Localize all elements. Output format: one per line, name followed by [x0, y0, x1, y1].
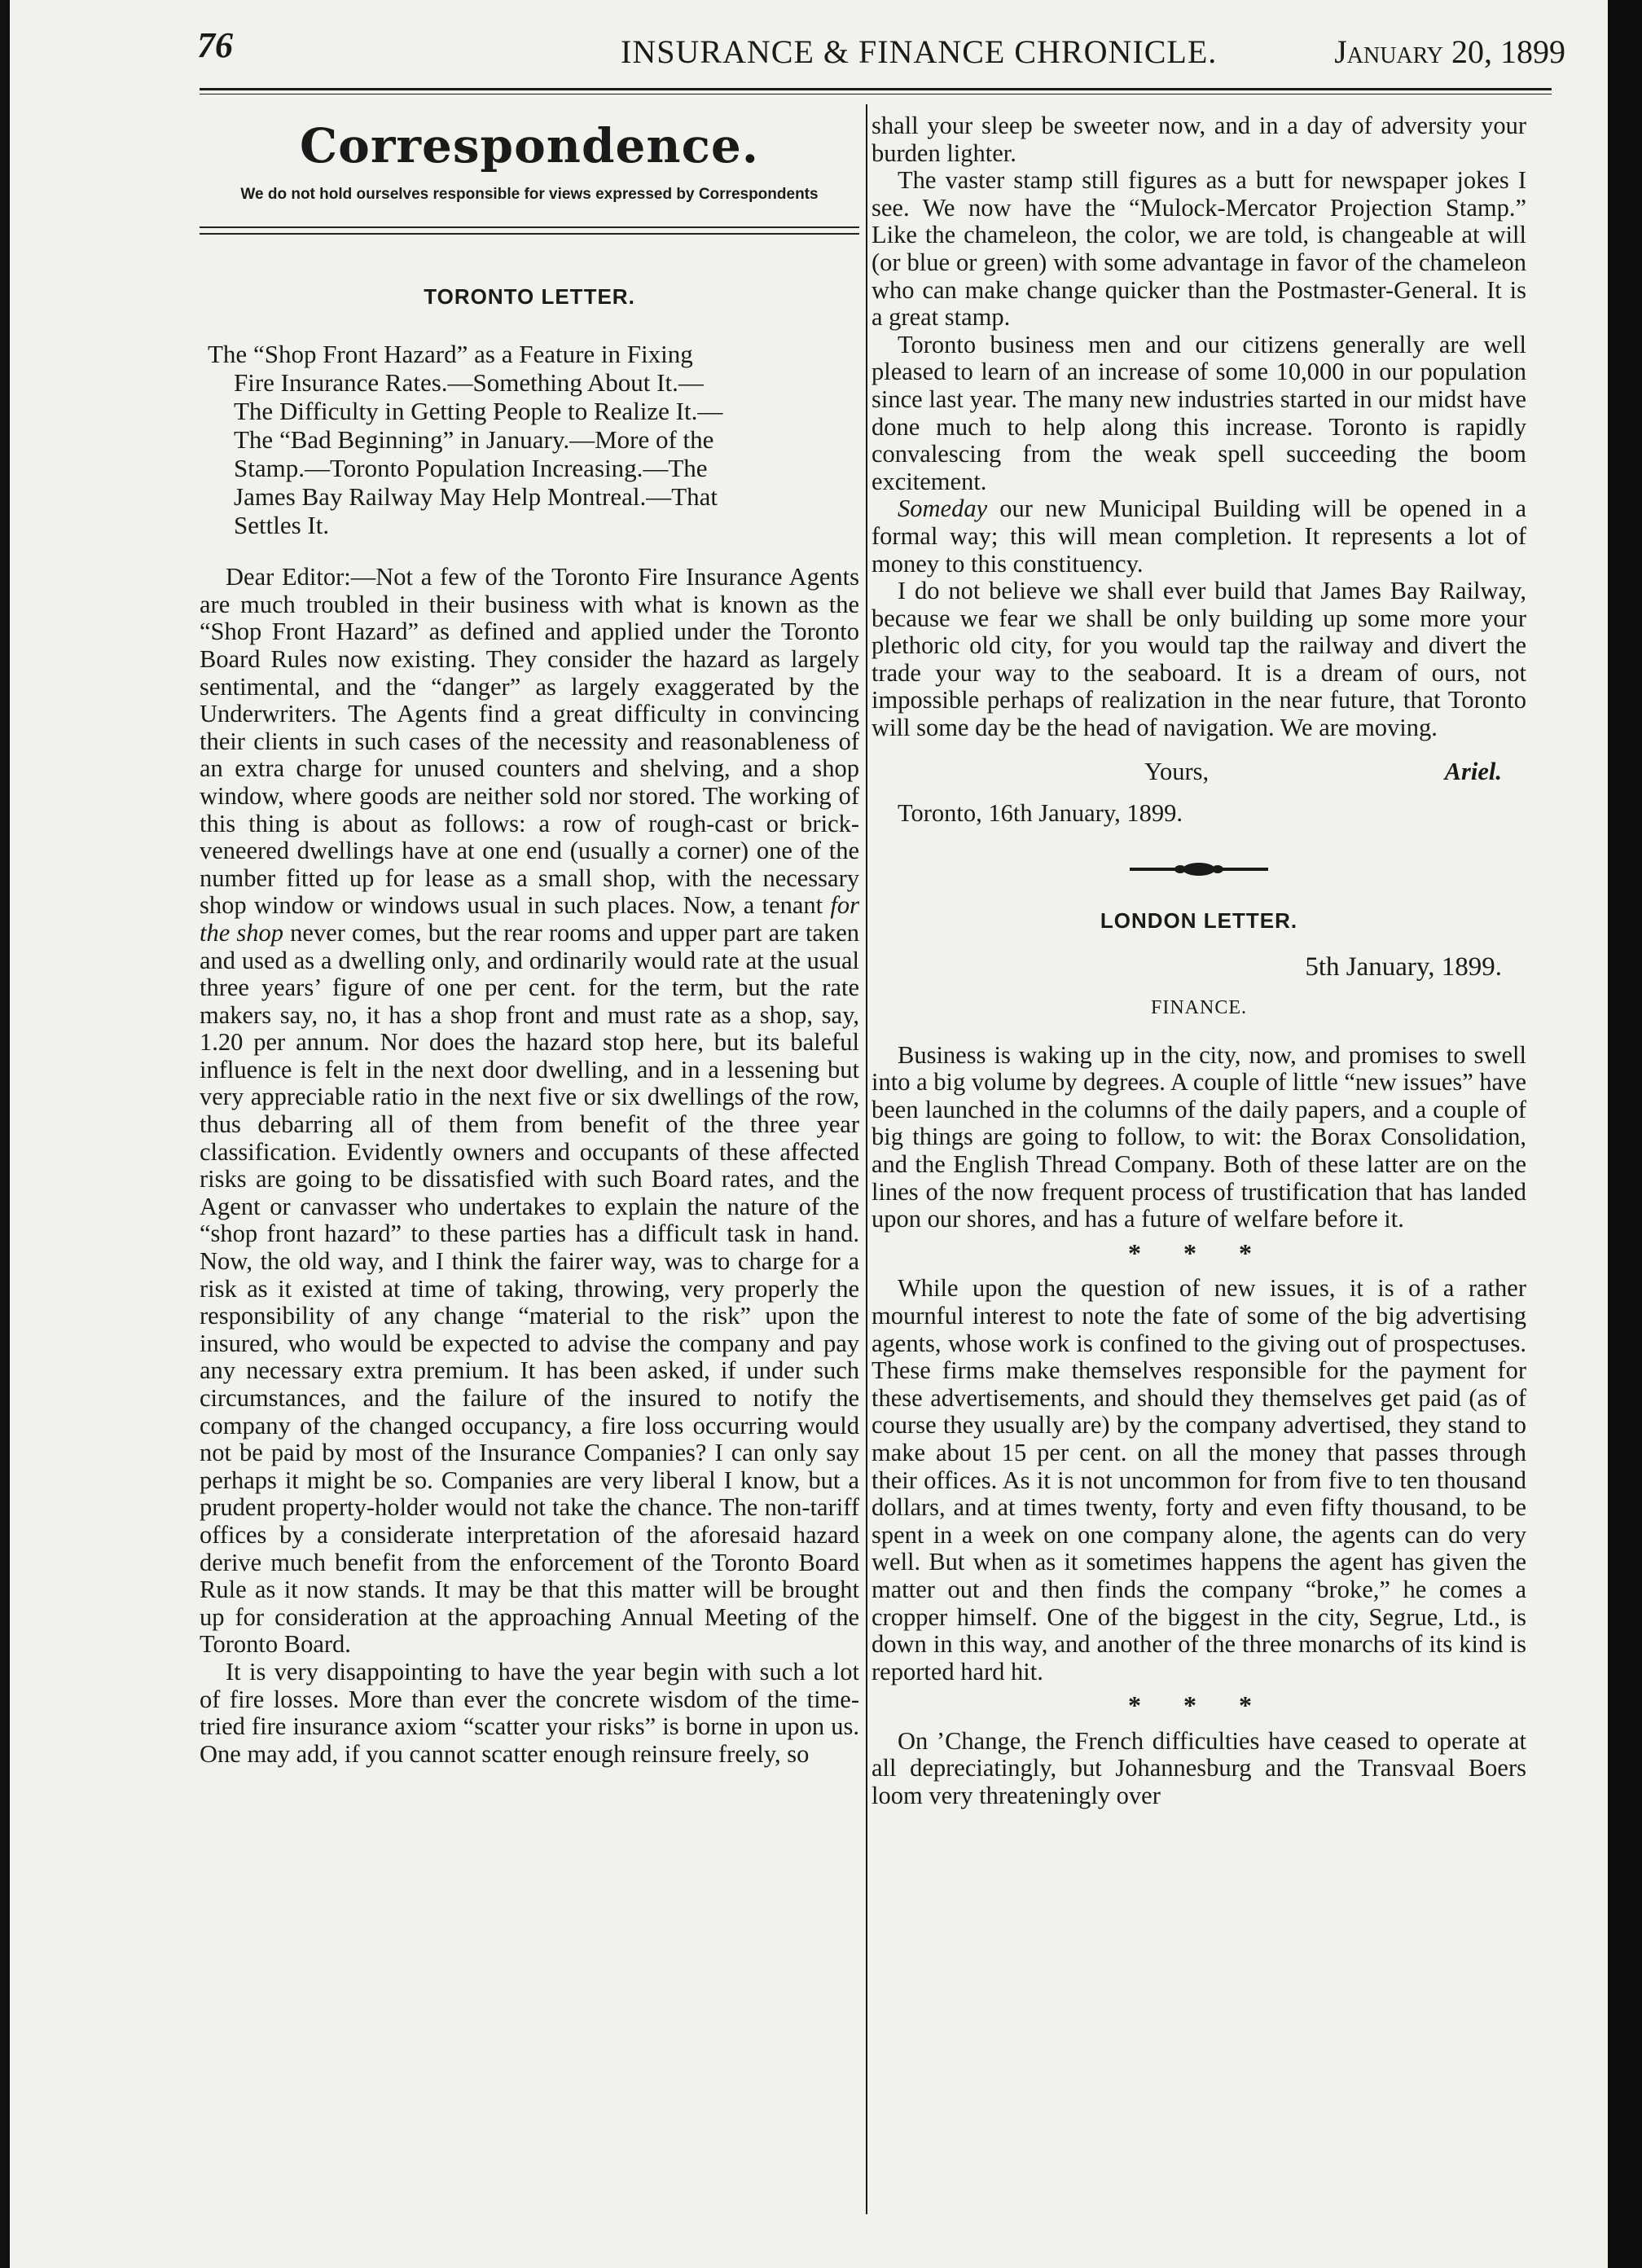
london-letter-date: 5th January, 1899.	[1305, 952, 1502, 982]
text-run: never comes, but the rear rooms and upper part are taken and used as a dwelling only, and ordinarily would rate at the usual three years’ figure of one per cent. for the term, but the rate makers say, no, it has a shop front and must rate as a shop, say, 1.20 per annum. Nor does the hazard stop here, but its baleful influence is felt in the next door dwelling, and in a lessening but very appreciable ratio in the next five or six dwellings of the row, thus debarring all of them from benefit of the three year classification. Evidently owners and occupants of these affected risks are going to be dissatisfied with such Board rates, and the Agent or canvasser who undertakes to explain the nature of the “shop front hazard” to these parties has a difficult task in hand. Now, the old way, and I think the fairer way, was to charge for a risk as it existed at time of taking, throwing, very properly the responsibility of any change “material to the risk” upon the insured, who would be expected to advise the company and pay any necessary extra premium. It has been asked, if under such circumstances, and the failure of the insured to notify the company of the changed occupancy, a fire loss occurring would not be paid by most of the Insurance Companies? I can only say perhaps it might be so. Companies are very liberal I know, but a prudent property-holder would not take the chance. The non-tariff offices by a considerate interpretation of the aforesaid hazard derive much benefit from the enforcement of the Toronto Board Rule as it now stands. It may be that this matter will be brought up for consideration at the approaching Annual Meeting of the Toronto Board.	[200, 918, 859, 1659]
right-column	[871, 112, 1526, 1810]
header-rule	[200, 88, 1552, 90]
issue-date: January 20, 1899	[1334, 33, 1565, 70]
page-number: 76	[197, 25, 233, 65]
london-letter-title: LONDON LETTER.	[1100, 908, 1298, 933]
editorial-disclaimer: We do not hold ourselves responsible for views expressed by Correspondents	[240, 186, 819, 203]
ornament-icon	[1130, 860, 1268, 878]
paragraph-municipal-building	[871, 495, 1526, 578]
valediction: Yours,	[1144, 757, 1210, 785]
publication-title: INSURANCE & FINANCE CHRONICLE.	[621, 33, 1218, 70]
synopsis-line: Fire Insurance Rates.—Something About It.—	[234, 368, 704, 398]
column-divider	[866, 104, 867, 2214]
paragraph-new-issues: While upon the question of new issues, it is of a rather mournful interest to note the fate of some of the big advertising agents, whose work is confined to the giving out of prospectuses. These firms make themselves responsible for the payment for these advertisements, and should they themselves get paid (as of course they usually are) by the company advertised, they stand to make about 15 per cent. on all the money that passes through their offices. As it is not uncommon for from five to ten thousand dollars, and at times twenty, forty and even fifty thousand, to be spent in a week on one company alone, the agents can do very well. But when as it sometimes happens the agent has given the matter out and then finds the company “broke,” he comes a cropper himself. One of the biggest in the city, Segrue, Ltd., is down in this way, and another of the three monarchs of its kind is reported hard hit.	[871, 1274, 1526, 1686]
letter-signature	[871, 758, 1526, 786]
letter-place-date: Toronto, 16th January, 1899.	[898, 799, 1183, 828]
synopsis-line: The “Bad Beginning” in January.—More of the	[234, 425, 714, 455]
page-header	[197, 24, 1565, 81]
heading-rule	[200, 226, 859, 235]
paragraph-population: Toronto business men and our citizens generally are well pleased to learn of an increase of some 10,000 in our population since last year. The many new industries started in our midst have done much to help along this increase. Toronto is rapidly convalescing from the weak spell succeeding the boom excitement.	[871, 330, 1526, 495]
ornamental-divider	[871, 860, 1526, 878]
synopsis-line: The “Shop Front Hazard” as a Feature in Fixing	[208, 340, 693, 369]
letter-title: TORONTO LETTER.	[424, 284, 635, 309]
paragraph-fire-losses: It is very disappointing to have the year begin with such a lot of fire losses. More than ever the concrete wisdom of the time-tried fire insurance axiom “scatter your risks” is borne in upon us. One may add, if you cannot scatter enough reinsure freely, so	[200, 1657, 859, 1768]
text-run: Dear Editor:—Not a few of the Toronto Fire Insurance Agents are much troubled in their business with what is known as the “Shop Front Hazard” as defined and applied under the Toronto Board Rules now existing. They consider the hazard as largely sentimental, and the “danger” as largely exaggerated by the Underwriters. The Agents find a great difficulty in convincing their clients in such cases of the necessity and reasonableness of an extra charge for unused counters and shelving, and a shop window, where goods are neither sold nor stored. The working of this thing is about as follows: a row of rough-cast or brick-veneered dwellings have at one end (usually a corner) one of the number fitted up for lease as a small shop, with the necessary shop window or windows usual in such places. Now, a tenant	[200, 563, 859, 920]
paragraph-continued: shall your sleep be sweeter now, and in a day of adversity your burden lighter.	[871, 112, 1526, 167]
paragraph-railway: I do not believe we shall ever build that James Bay Railway, because we fear we shall be only building up some more your plethoric old city, for you would tap the railway and divert the trade your way to the seaboard. It is a dream of ours, not impossible perhaps of realization in the near future, that Toronto will some day be the head of navigation. We are moving.	[871, 577, 1526, 742]
synopsis-line: Settles It.	[234, 511, 330, 540]
section-break-stars: * * *	[1128, 1237, 1270, 1268]
letter-synopsis	[200, 340, 859, 539]
section-break-stars: * * *	[1128, 1690, 1270, 1721]
paragraph-change: On ’Change, the French difficulties have ceased to operate at all depreciatingly, but Johannesburg and the Transvaal Boers loom very threateningly over	[871, 1726, 1526, 1810]
finance-subheading: FINANCE.	[1150, 997, 1247, 1019]
italic-run: for the shop	[200, 891, 859, 947]
left-column	[200, 114, 859, 1768]
synopsis-line: Stamp.—Toronto Population Increasing.—The	[234, 454, 708, 483]
italic-run: Someday	[898, 494, 988, 523]
scan-edge	[1608, 0, 1642, 2268]
paragraph-stamp: The vaster stamp still figures as a butt for newspaper jokes I see. We now have the “Mulock-Mercator Projection Stamp.” Like the chameleon, the color, we are told, is changeable at will (or blue or green) with some advantage in favor of the chameleon who can make change quicker than the Postmaster-General. It is a great stamp.	[871, 166, 1526, 332]
synopsis-line: The Difficulty in Getting People to Realize It.—	[234, 397, 723, 426]
section-heading: Correspondence.	[300, 118, 759, 174]
text-run: our new Municipal Building will be opened in a formal way; this will mean completion. It represents a lot of money to this constituency.	[871, 494, 1526, 578]
paragraph-shop-front	[200, 564, 859, 1659]
signature-name: Ariel.	[1444, 757, 1502, 785]
paragraph-business: Business is waking up in the city, now, and promises to swell into a big volume by degrees. A couple of little “new issues” have been launched in the columns of the daily papers, and a couple of big things are going to follow, to wit: the Borax Consolidation, and the English Thread Company. Both of these latter are on the lines of the now frequent process of trustification that has landed upon our shores, and has a future of welfare before it.	[871, 1040, 1526, 1233]
synopsis-line: James Bay Railway May Help Montreal.—That	[234, 482, 718, 512]
